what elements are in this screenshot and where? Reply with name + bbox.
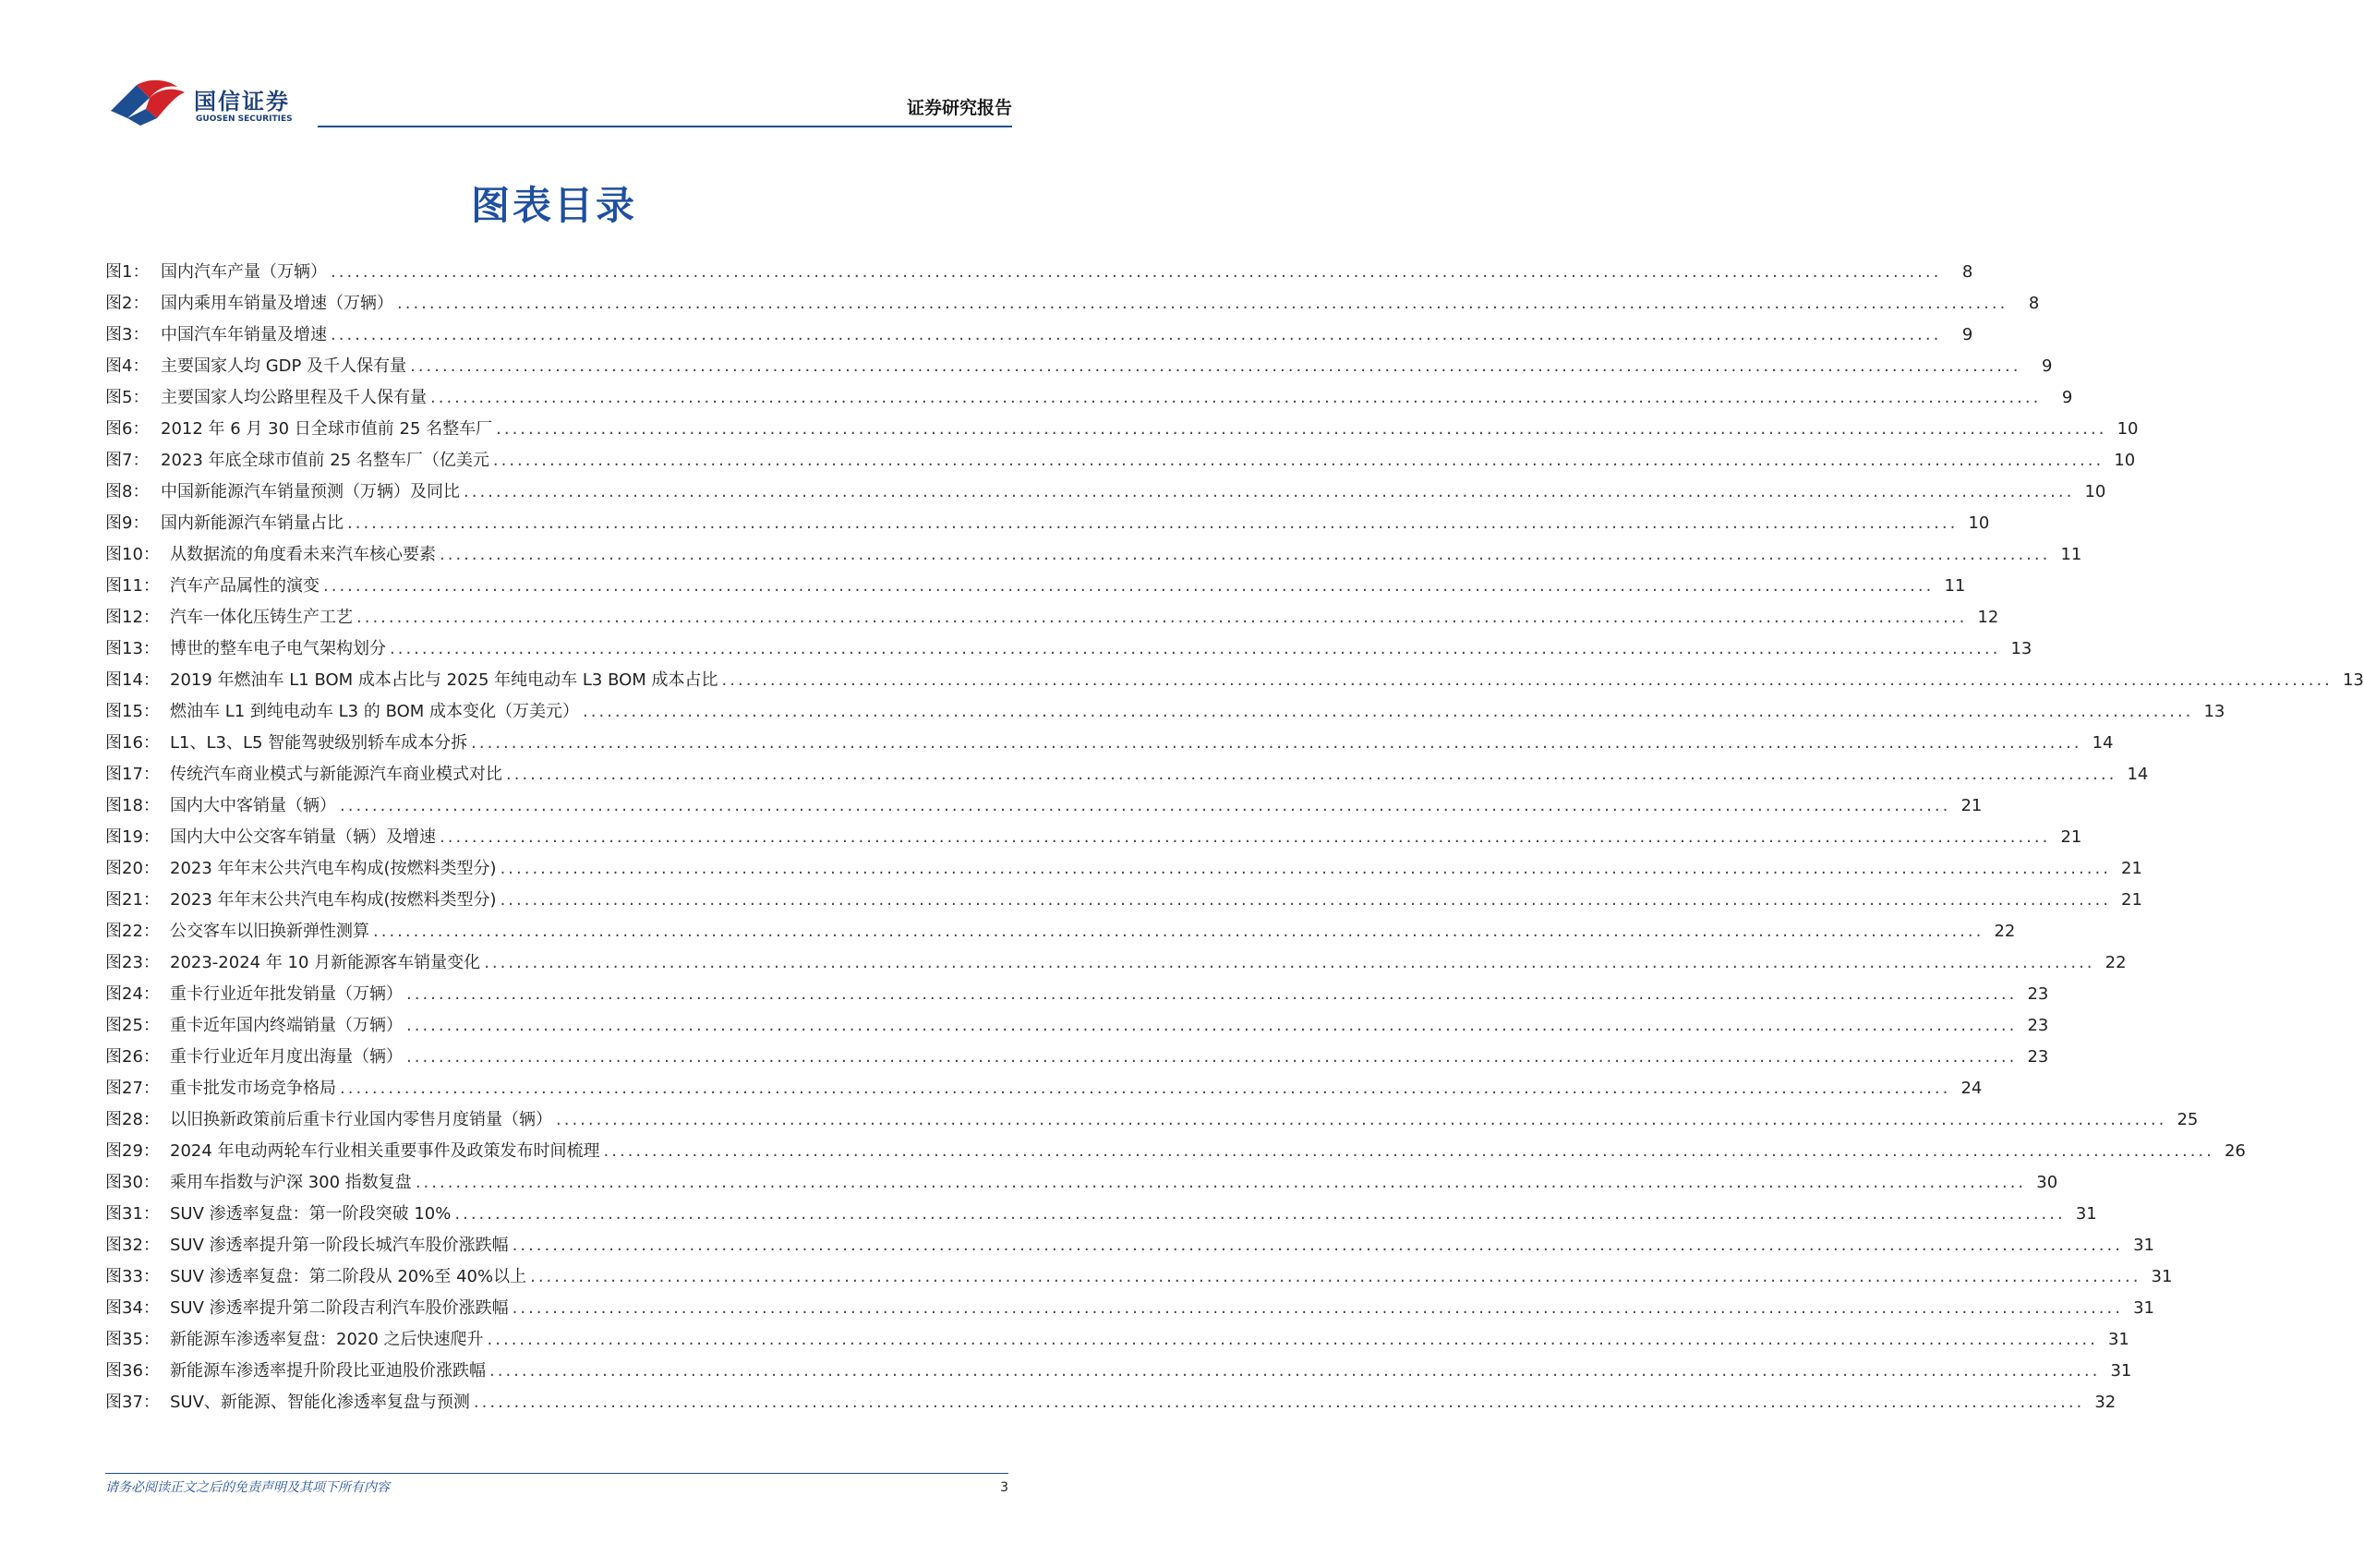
toc-entry-page: 21 [2121, 859, 2142, 878]
toc-entry[interactable] [105, 855, 2142, 887]
footer-disclaimer: 请务必阅读正文之后的免责声明及其项下所有内容 [105, 1480, 390, 1495]
toc-entry-page: 26 [2224, 1141, 2246, 1161]
toc-entry-page: 8 [1961, 262, 1973, 282]
report-type-label: 证券研究报告 [906, 98, 1012, 118]
toc-entry-number: 图8： [105, 482, 150, 501]
toc-entry-page: 21 [2121, 890, 2142, 910]
toc-entry[interactable] [105, 1169, 2058, 1200]
toc-entry[interactable] [105, 321, 1973, 353]
toc-entry-number: 图3： [105, 325, 150, 344]
toc-entry[interactable] [105, 949, 2127, 981]
toc-entry-page: 10 [2117, 419, 2139, 439]
toc-entry-number: 图34： [105, 1298, 160, 1318]
toc-entry[interactable] [105, 1295, 2154, 1326]
toc-entry-title: 乘用车指数与沪深 300 指数复盘 [170, 1173, 412, 1192]
toc-entry-title: 2012 年 6 月 30 日全球市值前 25 名整车厂 [161, 419, 493, 439]
toc-entry-title: 国内汽车产量（万辆） [161, 262, 327, 282]
toc-entry-page: 31 [2151, 1267, 2173, 1286]
toc-entry[interactable] [105, 730, 2114, 761]
toc-entry-number: 图37： [105, 1393, 160, 1412]
toc-entry-title: 主要国家人均 GDP 及千人保有量 [161, 356, 407, 376]
guosen-logo-mark-icon [109, 78, 188, 126]
toc-entry-leader: ........................................................................................................................................................................................................ [512, 1298, 2123, 1318]
toc-entry-title: SUV 渗透率复盘：第一阶段突破 10% [170, 1204, 452, 1224]
toc-entry-leader: ........................................................................................................................................................................................................ [471, 733, 2082, 753]
toc-entry-leader: ........................................................................................................................................................................................................ [500, 859, 2111, 878]
toc-entry-leader: ........................................................................................................................................................................................................ [489, 1361, 2101, 1381]
toc-entry-title: 国内大中客销量（辆） [170, 796, 336, 815]
toc-entry[interactable] [105, 416, 2139, 447]
toc-entry-number: 图29： [105, 1141, 160, 1161]
toc-entry-title: 主要国家人均公路里程及千人保有量 [161, 388, 427, 407]
toc-entry-number: 图23： [105, 953, 160, 972]
toc-entry-page: 10 [2084, 482, 2106, 501]
toc-entry[interactable] [105, 1326, 2129, 1357]
toc-entry-page: 12 [1977, 608, 1999, 627]
toc-entry-leader: ........................................................................................................................................................................................................ [373, 922, 1984, 941]
toc-entry-leader: ........................................................................................................................................................................................................ [512, 1236, 2123, 1255]
toc-entry-title: SUV 渗透率复盘：第二阶段从 20%至 40%以上 [170, 1267, 527, 1286]
toc-entry[interactable] [105, 981, 2049, 1012]
toc-entry-page: 30 [2036, 1173, 2058, 1192]
toc-entry-page: 24 [1960, 1079, 1983, 1098]
toc-entry-number: 图14： [105, 670, 160, 690]
footer-divider [105, 1473, 1008, 1474]
toc-entry-title: 2023 年底全球市值前 25 名整车厂（亿美元 [161, 451, 489, 470]
toc-entry-title: 从数据流的角度看未来汽车核心要素 [170, 545, 436, 564]
toc-entry[interactable] [105, 259, 1973, 290]
toc-entry-number: 图2： [105, 294, 150, 313]
toc-entry[interactable] [105, 1232, 2154, 1263]
toc-entry-number: 图21： [105, 890, 160, 910]
toc-entry-title: 2024 年电动两轮车行业相关重要事件及政策发布时间梳理 [170, 1141, 600, 1161]
toc-entry-leader: ........................................................................................................................................................................................................ [331, 262, 1942, 282]
toc-entry-number: 图10： [105, 545, 160, 564]
toc-entry[interactable] [105, 635, 2032, 667]
toc-entry-leader: ........................................................................................................................................................................................................ [464, 482, 2075, 501]
toc-entry-leader: ........................................................................................................................................................................................................ [390, 639, 2001, 658]
toc-entry-number: 图27： [105, 1079, 160, 1098]
toc-entry-title: 中国汽车年销量及增速 [161, 325, 327, 344]
page-number: 3 [1000, 1480, 1008, 1495]
toc-entry[interactable] [105, 918, 2016, 949]
toc-entry-leader: ........................................................................................................................................................................................................ [506, 765, 2117, 784]
toc-entry-title: 燃油车 L1 到纯电动车 L3 的 BOM 成本变化（万美元） [170, 702, 580, 721]
toc-entry-page: 14 [2092, 733, 2114, 753]
toc-entry-leader: ........................................................................................................................................................................................................ [406, 1016, 2018, 1035]
toc-entry-number: 图20： [105, 859, 160, 878]
toc-entry-page: 21 [2060, 827, 2082, 847]
toc-entry-number: 图9： [105, 513, 150, 533]
toc-entry[interactable] [105, 667, 2364, 698]
toc-entry-number: 图33： [105, 1267, 160, 1286]
toc-entry-title: 重卡近年国内终端销量（万辆） [170, 1016, 403, 1035]
logo-en-text: GUOSEN SECURITIES [196, 115, 293, 124]
toc-entry-leader: ........................................................................................................................................................................................................ [430, 388, 2042, 407]
toc-entry-number: 图36： [105, 1361, 160, 1381]
toc-entry[interactable] [105, 604, 1999, 635]
toc-entry-leader: ........................................................................................................................................................................................................ [440, 827, 2051, 847]
toc-entry-leader: ........................................................................................................................................................................................................ [415, 1173, 2027, 1192]
toc-entry-number: 图18： [105, 796, 160, 815]
header-divider [318, 126, 1012, 127]
toc-entry[interactable] [105, 1263, 2173, 1295]
toc-entry-page: 9 [2042, 356, 2053, 376]
toc-entry-number: 图11： [105, 576, 160, 596]
toc-entry-number: 图7： [105, 451, 150, 470]
toc-entry-number: 图16： [105, 733, 160, 753]
toc-entry-leader: ........................................................................................................................................................................................................ [340, 796, 1951, 815]
toc-entry[interactable] [105, 887, 2142, 918]
toc-entry-page: 31 [2133, 1236, 2154, 1255]
toc-entry-page: 14 [2127, 765, 2149, 784]
toc-entry-page: 10 [1968, 513, 1990, 533]
toc-entry-leader: ........................................................................................................................................................................................................ [603, 1141, 2214, 1161]
toc-entry-number: 图22： [105, 922, 160, 941]
toc-entry[interactable] [105, 1389, 2117, 1420]
toc-entry-page: 25 [2177, 1110, 2199, 1129]
toc-entry-title: 2023-2024 年 10 月新能源客车销量变化 [170, 953, 481, 972]
toc-entry[interactable] [105, 573, 1966, 604]
toc-entry-number: 图31： [105, 1204, 160, 1224]
toc-entry-page: 13 [2010, 639, 2032, 658]
toc-entry-number: 图30： [105, 1173, 160, 1192]
toc-entry-leader: ........................................................................................................................................................................................................ [492, 451, 2105, 470]
toc-entry-title: 国内大中公交客车销量（辆）及增速 [170, 827, 436, 847]
toc-entry-number: 图28： [105, 1110, 160, 1129]
toc-entry-leader: ........................................................................................................................................................................................................ [583, 702, 2194, 721]
toc-entry-title: 新能源车渗透率复盘：2020 之后快速爬升 [170, 1330, 484, 1349]
figure-index-list [105, 259, 2364, 1420]
toc-entry-title: 汽车一体化压铸生产工艺 [170, 608, 353, 627]
toc-entry[interactable] [105, 353, 2053, 384]
toc-entry-number: 图13： [105, 639, 160, 658]
toc-entry-leader: ........................................................................................................................................................................................................ [440, 545, 2051, 564]
page-header [109, 78, 1012, 129]
toc-entry-page: 31 [2110, 1361, 2132, 1381]
toc-entry-page: 9 [1961, 325, 1973, 344]
toc-entry-page: 21 [1960, 796, 1983, 815]
toc-entry-title: 博世的整车电子电气架构划分 [170, 639, 386, 658]
toc-entry-number: 图6： [105, 419, 150, 439]
toc-entry[interactable] [105, 1043, 2049, 1075]
toc-entry-number: 图4： [105, 356, 150, 376]
toc-entry-page: 31 [2107, 1330, 2129, 1349]
toc-entry-title: 2023 年年末公共汽电车构成(按燃料类型分) [170, 859, 497, 878]
toc-entry-number: 图25： [105, 1016, 160, 1035]
toc-entry-leader: ........................................................................................................................................................................................................ [347, 513, 1959, 533]
toc-entry-number: 图12： [105, 608, 160, 627]
toc-entry-title: 中国新能源汽车销量预测（万辆）及同比 [161, 482, 460, 501]
toc-entry-title: 以旧换新政策前后重卡行业国内零售月度销量（辆） [170, 1110, 552, 1129]
toc-entry-page: 22 [2105, 953, 2127, 972]
logo-cn-text: 国信证券 [194, 89, 290, 115]
toc-entry-title: 国内新能源汽车销量占比 [161, 513, 344, 533]
toc-entry-leader: ........................................................................................................................................................................................................ [721, 670, 2333, 690]
toc-entry-leader: ........................................................................................................................................................................................................ [530, 1267, 2141, 1286]
toc-entry-page: 11 [2060, 545, 2082, 564]
toc-entry-page: 32 [2094, 1393, 2117, 1412]
toc-entry-leader: ........................................................................................................................................................................................................ [496, 419, 2107, 439]
toc-entry-title: SUV、新能源、智能化渗透率复盘与预测 [170, 1393, 470, 1412]
toc-entry[interactable] [105, 478, 2106, 510]
toc-entry-title: 重卡行业近年月度出海量（辆） [170, 1047, 403, 1067]
toc-entry-page: 23 [2027, 1016, 2049, 1035]
toc-entry-leader: ........................................................................................................................................................................................................ [397, 294, 2008, 313]
toc-entry[interactable] [105, 698, 2225, 730]
toc-entry[interactable] [105, 1200, 2097, 1232]
toc-entry-leader: ........................................................................................................................................................................................................ [473, 1393, 2085, 1412]
toc-entry-title: 新能源车渗透率提升阶段比亚迪股价涨跌幅 [170, 1361, 486, 1381]
toc-entry-number: 图1： [105, 262, 150, 282]
toc-entry-leader: ........................................................................................................................................................................................................ [500, 890, 2111, 910]
toc-entry-page: 22 [1994, 922, 2016, 941]
toc-entry-page: 31 [2075, 1204, 2097, 1224]
toc-entry-page: 13 [2203, 702, 2225, 721]
toc-entry-page: 11 [1944, 576, 1966, 596]
toc-entry-number: 图32： [105, 1236, 160, 1255]
toc-entry[interactable] [105, 1138, 2246, 1169]
toc-entry[interactable] [105, 792, 1983, 824]
toc-entry-leader: ........................................................................................................................................................................................................ [454, 1204, 2066, 1224]
toc-entry-title: 传统汽车商业模式与新能源汽车商业模式对比 [170, 765, 502, 784]
guosen-logo [109, 78, 303, 129]
toc-entry[interactable] [105, 384, 2073, 416]
toc-entry[interactable] [105, 447, 2136, 478]
toc-entry-number: 图35： [105, 1330, 160, 1349]
toc-entry[interactable] [105, 1106, 2199, 1138]
toc-entry-leader: ........................................................................................................................................................................................................ [487, 1330, 2098, 1349]
toc-entry-leader: ........................................................................................................................................................................................................ [340, 1079, 1951, 1098]
toc-entry-page: 10 [2114, 451, 2136, 470]
toc-entry-page: 9 [2061, 388, 2073, 407]
toc-entry-title: 重卡行业近年批发销量（万辆） [170, 984, 403, 1004]
toc-entry-title: 公交客车以旧换新弹性测算 [170, 922, 369, 941]
toc-entry[interactable] [105, 824, 2082, 855]
toc-entry-leader: ........................................................................................................................................................................................................ [556, 1110, 2167, 1129]
toc-entry[interactable] [105, 1075, 1983, 1106]
toc-entry-page: 23 [2027, 984, 2049, 1004]
toc-entry-title: 重卡批发市场竞争格局 [170, 1079, 336, 1098]
toc-entry-title: 国内乘用车销量及增速（万辆） [161, 294, 393, 313]
toc-entry-page: 13 [2342, 670, 2364, 690]
toc-entry-leader: ........................................................................................................................................................................................................ [484, 953, 2095, 972]
toc-entry-title: 2023 年年末公共汽电车构成(按燃料类型分) [170, 890, 497, 910]
toc-entry-number: 图5： [105, 388, 150, 407]
toc-entry-title: SUV 渗透率提升第一阶段长城汽车股价涨跌幅 [170, 1236, 509, 1255]
page-title: 图表目录 [470, 183, 637, 228]
toc-entry-number: 图26： [105, 1047, 160, 1067]
toc-entry-title: 汽车产品属性的演变 [170, 576, 320, 596]
toc-entry[interactable] [105, 761, 2149, 792]
toc-entry-page: 23 [2027, 1047, 2049, 1067]
toc-entry-leader: ........................................................................................................................................................................................................ [406, 1047, 2018, 1067]
toc-entry-number: 图17： [105, 765, 160, 784]
toc-entry[interactable] [105, 290, 2040, 321]
toc-entry-leader: ........................................................................................................................................................................................................ [410, 356, 2021, 376]
toc-entry-leader: ........................................................................................................................................................................................................ [406, 984, 2018, 1004]
toc-entry-number: 图19： [105, 827, 160, 847]
toc-entry-leader: ........................................................................................................................................................................................................ [356, 608, 1968, 627]
toc-entry[interactable] [105, 1012, 2049, 1043]
toc-entry-title: 2019 年燃油车 L1 BOM 成本占比与 2025 年纯电动车 L3 BOM 成本占比 [170, 670, 718, 690]
toc-entry-number: 图15： [105, 702, 160, 721]
toc-entry-leader: ........................................................................................................................................................................................................ [323, 576, 1935, 596]
toc-entry-page: 8 [2028, 294, 2040, 313]
toc-entry[interactable] [105, 541, 2082, 573]
toc-entry[interactable] [105, 510, 1990, 541]
toc-entry-title: L1、L3、L5 智能驾驶级别轿车成本分拆 [170, 733, 468, 753]
toc-entry[interactable] [105, 1357, 2132, 1389]
toc-entry-number: 图24： [105, 984, 160, 1004]
toc-entry-page: 31 [2133, 1298, 2154, 1318]
toc-entry-leader: ........................................................................................................................................................................................................ [331, 325, 1942, 344]
toc-entry-title: SUV 渗透率提升第二阶段吉利汽车股价涨跌幅 [170, 1298, 509, 1318]
